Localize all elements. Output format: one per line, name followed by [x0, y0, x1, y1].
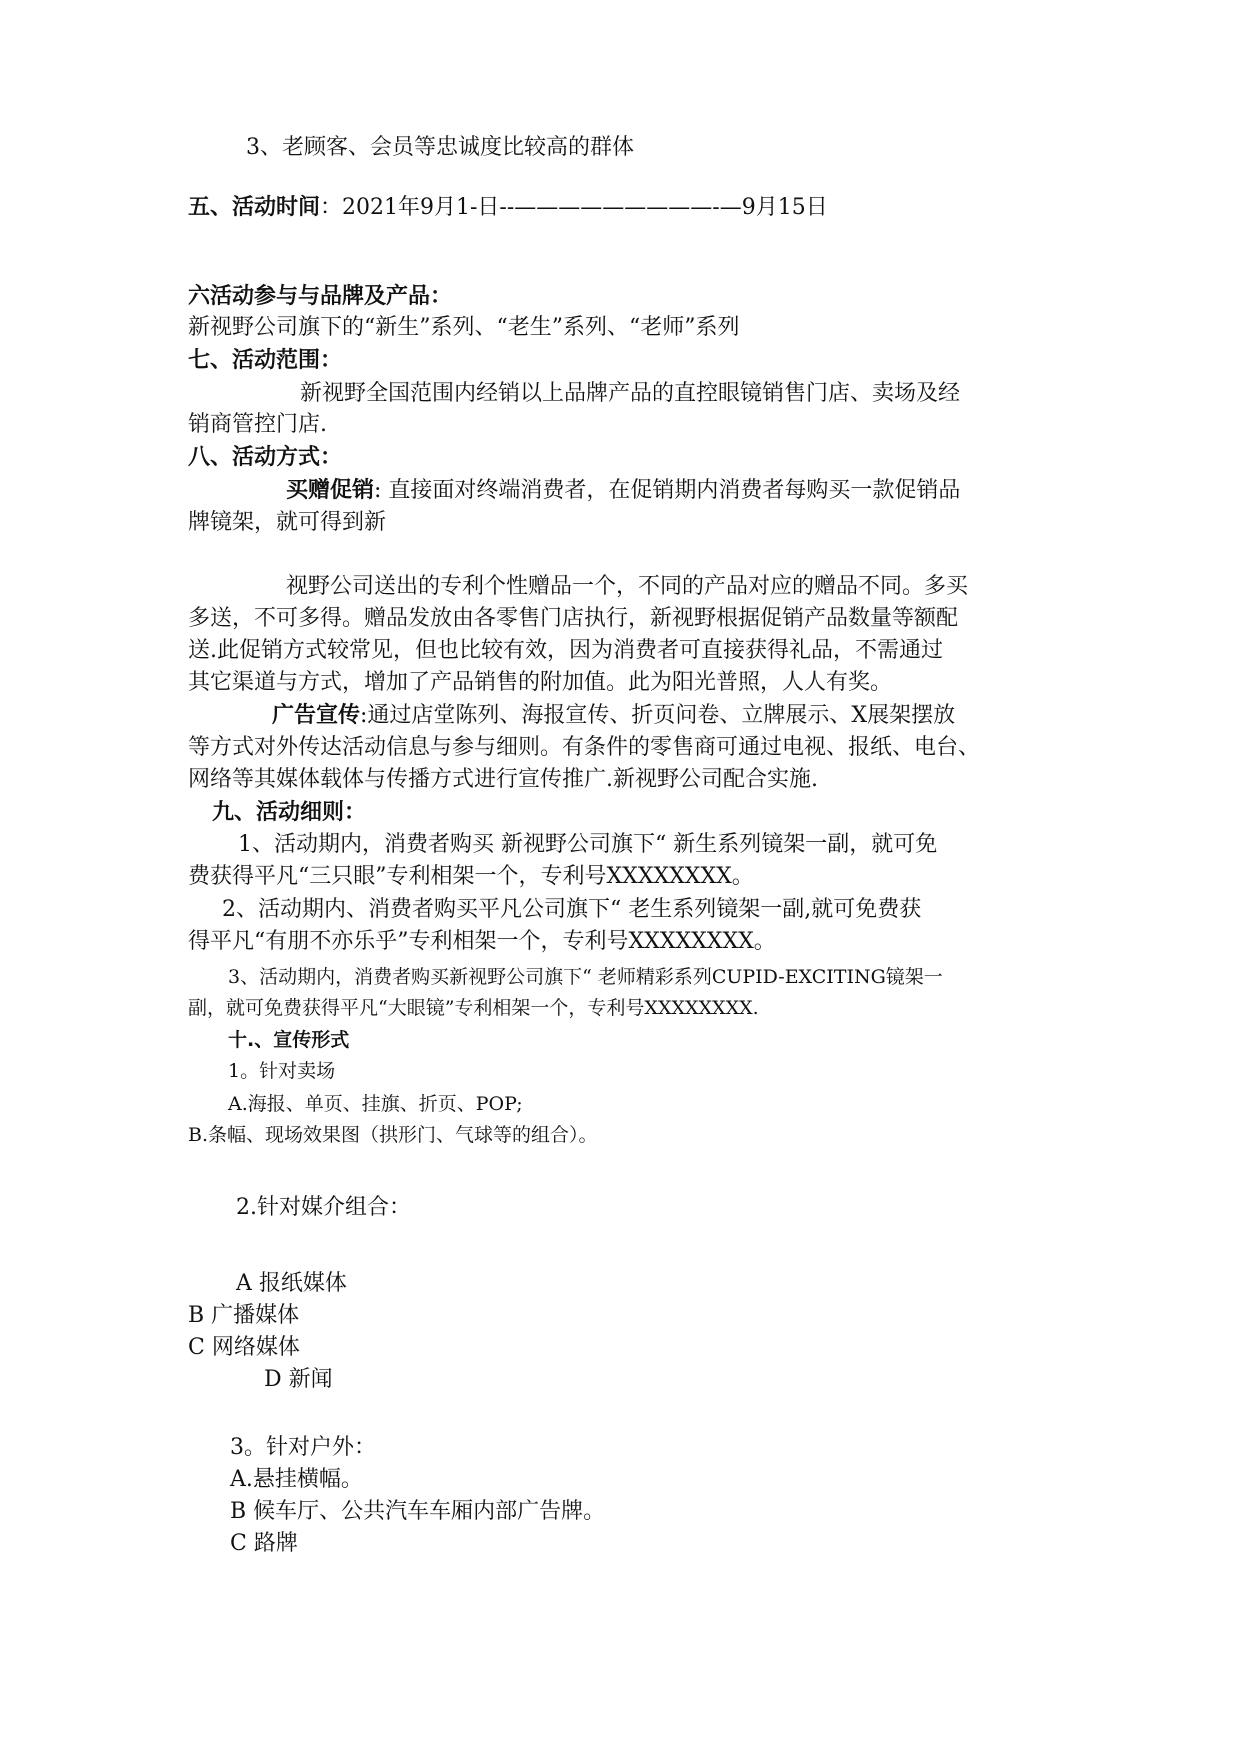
p1-title: 1。针对卖场 [228, 1060, 336, 1082]
gift-line-3: 送.此促销方式较常见，但也比较有效，因为消费者可直接获得礼品，不需通过 [188, 638, 943, 663]
promo-line-2: 牌镜架，就可得到新 [188, 510, 387, 535]
section-6-title: 六活动参与与品牌及产品： [188, 284, 453, 309]
rule-2-line-2: 得平凡“有朋不亦乐乎”专利相架一个，专利号XXXXXXXX。 [188, 929, 776, 954]
ad-line-1 [272, 701, 955, 731]
section-6-body: 新视野公司旗下的“新生”系列、“老生”系列、“老师”系列 [188, 315, 740, 340]
gift-line-4: 其它渠道与方式，增加了产品销售的附加值。此为阳光普照，人人有奖。 [188, 670, 893, 695]
p1-item-a: A.海报、单页、挂旗、折页、POP; [228, 1093, 523, 1115]
ad-label: 广告宣传 [272, 703, 361, 728]
section-7-body-line2: 销商管控门店. [188, 412, 327, 437]
p2-item-b: B 广播媒体 [188, 1303, 300, 1328]
rule-1-line-2: 费获得平凡“三只眼”专利相架一个，专利号XXXXXXXX。 [188, 864, 754, 889]
p3-item-a: A.悬挂横幅。 [230, 1467, 363, 1492]
section-8-title: 八、活动方式： [188, 445, 343, 470]
p1-item-b: B.条幅、现场效果图（拱形门、气球等的组合）。 [188, 1124, 598, 1146]
section-5-text: ：2021年9月1-日--—————————-—9月15日 [320, 195, 828, 220]
gift-line-1: 视野公司送出的专利个性赠品一个，不同的产品对应的赠品不同。多买 [286, 574, 969, 599]
ad-text-1: :通过店堂陈列、海报宣传、折页问卷、立牌展示、X展架摆放 [360, 703, 956, 728]
p3-item-c: C 路牌 [230, 1531, 298, 1556]
section-7-title: 七、活动范围： [188, 348, 343, 373]
rule-3-line-1: 3、活动期内，消费者购买新视野公司旗下“ 老师精彩系列CUPID-EXCITING镜架一 [228, 966, 943, 988]
promo-label: 买赠促销 [286, 478, 375, 503]
gift-line-2: 多送，不可多得。赠品发放由各零售门店执行，新视野根据促销产品数量等额配 [188, 606, 959, 631]
section-5-title: 五、活动时间 [188, 195, 321, 220]
p2-item-c: C 网络媒体 [188, 1335, 300, 1360]
rule-3-line-2: 副，就可免费获得平凡“大眼镜”专利相架一个，专利号XXXXXXXX. [188, 997, 759, 1019]
p2-item-d: D 新闻 [264, 1367, 333, 1392]
section-9-title: 九、活动细则： [212, 800, 367, 825]
section-7-body-line1: 新视野全国范围内经销以上品牌产品的直控眼镜销售门店、卖场及经 [300, 381, 961, 406]
rule-1-line-1: 1、活动期内，消费者购买 新视野公司旗下“ 新生系列镜架一副，就可免 [238, 832, 938, 857]
ad-line-3: 网络等其媒体载体与传播方式进行宣传推广.新视野公司配合实施. [188, 767, 818, 792]
section-10-title: 十.、宣传形式 [228, 1029, 350, 1051]
ad-line-2: 等方式对外传达活动信息与参与细则。有条件的零售商可通过电视、报纸、电台、 [188, 735, 981, 760]
audience-item-3: 3、老顾客、会员等忠诚度比较高的群体 [246, 135, 634, 160]
p2-title: 2.针对媒介组合： [236, 1195, 411, 1220]
p3-title: 3。针对户外： [230, 1435, 376, 1460]
p2-item-a: A 报纸媒体 [236, 1271, 347, 1296]
rule-2-line-1: 2、活动期内、消费者购买平凡公司旗下“ 老生系列镜架一副,就可免费获 [222, 897, 922, 922]
promo-line-1 [286, 476, 960, 506]
p3-item-b: B 候车厅、公共汽车车厢内部广告牌。 [230, 1499, 606, 1524]
promo-text-1: : 直接面对终端消费者，在促销期内消费者每购买一款促销品 [374, 478, 961, 503]
section-5-line [188, 193, 828, 223]
